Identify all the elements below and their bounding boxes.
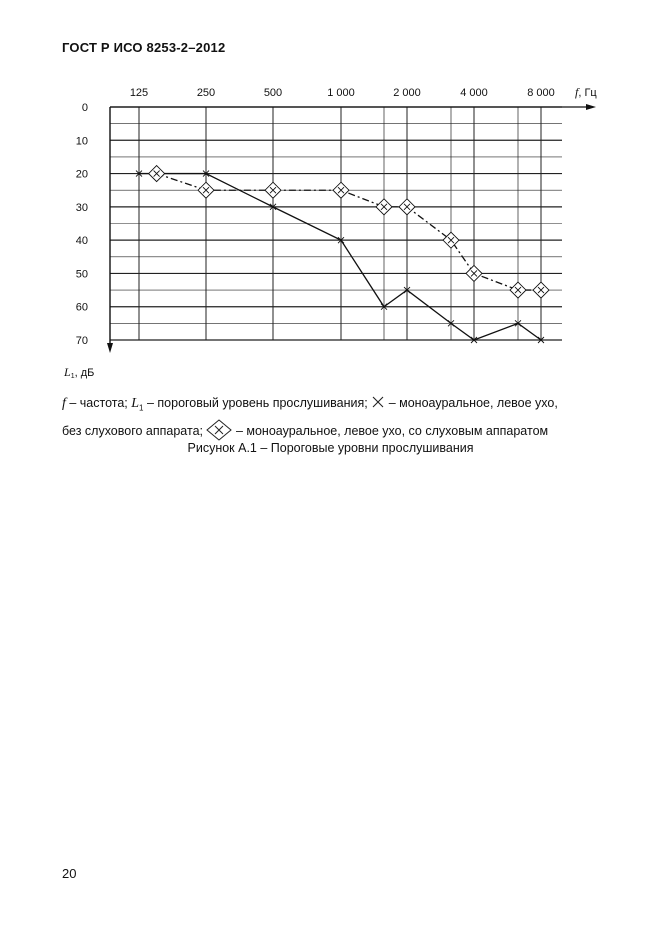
y-tick-label: 20 [75, 168, 88, 181]
data-point-diamond [376, 199, 392, 215]
legend-line-2 [62, 419, 607, 442]
series-2 [149, 166, 549, 299]
x-axis-label: f, Гц [575, 85, 597, 99]
chart-grid [110, 107, 562, 340]
y-tick-label: 40 [75, 235, 88, 248]
data-point-diamond [533, 282, 549, 298]
data-point-diamond [466, 265, 482, 281]
page-number: 20 [62, 866, 77, 881]
cross-marker-icon [371, 395, 385, 409]
x-axis-arrow [586, 104, 596, 110]
legend-l-subscript: 1 [139, 403, 144, 413]
y-axis-label: L1, дБ [64, 365, 95, 380]
legend-x-text: – моноауральное, левое ухо, [385, 396, 558, 410]
figure-caption: Рисунок А.1 – Пороговые уровни прослушивания [187, 441, 474, 455]
data-point-diamond [333, 182, 349, 198]
legend-l-symbol: L [131, 396, 140, 411]
x-tick-label: 125 [129, 87, 149, 99]
x-tick-label: 500 [263, 87, 283, 99]
y-tick-label: 30 [75, 201, 88, 214]
data-point-diamond [149, 166, 165, 182]
legend-line-1 [62, 393, 607, 419]
data-point-diamond [510, 282, 526, 298]
data-point-diamond [198, 182, 214, 198]
series-line [157, 174, 541, 291]
chart-series [136, 166, 549, 343]
document-header: ГОСТ Р ИСО 8253-2–2012 [62, 40, 226, 55]
x-tick-label: 4 000 [460, 87, 488, 99]
x-tick-label: 8 000 [527, 87, 555, 99]
diamond-cross-marker-icon [206, 419, 232, 441]
legend [62, 393, 607, 442]
legend-line2-text: без слухового аппарата; [62, 423, 207, 438]
x-tick-label: 1 000 [327, 87, 355, 99]
y-tick-label: 70 [75, 335, 88, 347]
y-tick-label: 60 [75, 301, 88, 314]
audiogram-chart [0, 0, 661, 390]
chart-axes [107, 104, 596, 353]
data-point-diamond [443, 232, 459, 248]
y-tick-label: 50 [75, 268, 88, 281]
legend-dx-text: – моноауральное, левое ухо, со слуховым аппаратом [232, 423, 549, 438]
data-point-diamond [399, 199, 415, 215]
chart-tick-labels [63, 85, 597, 380]
legend-f-text: – частота; [65, 396, 132, 410]
y-axis-arrow [107, 343, 113, 353]
y-tick-label: 10 [75, 135, 88, 148]
y-tick-label: 0 [81, 102, 88, 114]
legend-f-symbol: f [62, 396, 66, 411]
x-tick-label: 250 [196, 87, 216, 99]
legend-l-text: – пороговый уровень прослушивания; [143, 396, 372, 410]
x-tick-label: 2 000 [393, 87, 421, 99]
data-point-diamond [265, 182, 281, 198]
